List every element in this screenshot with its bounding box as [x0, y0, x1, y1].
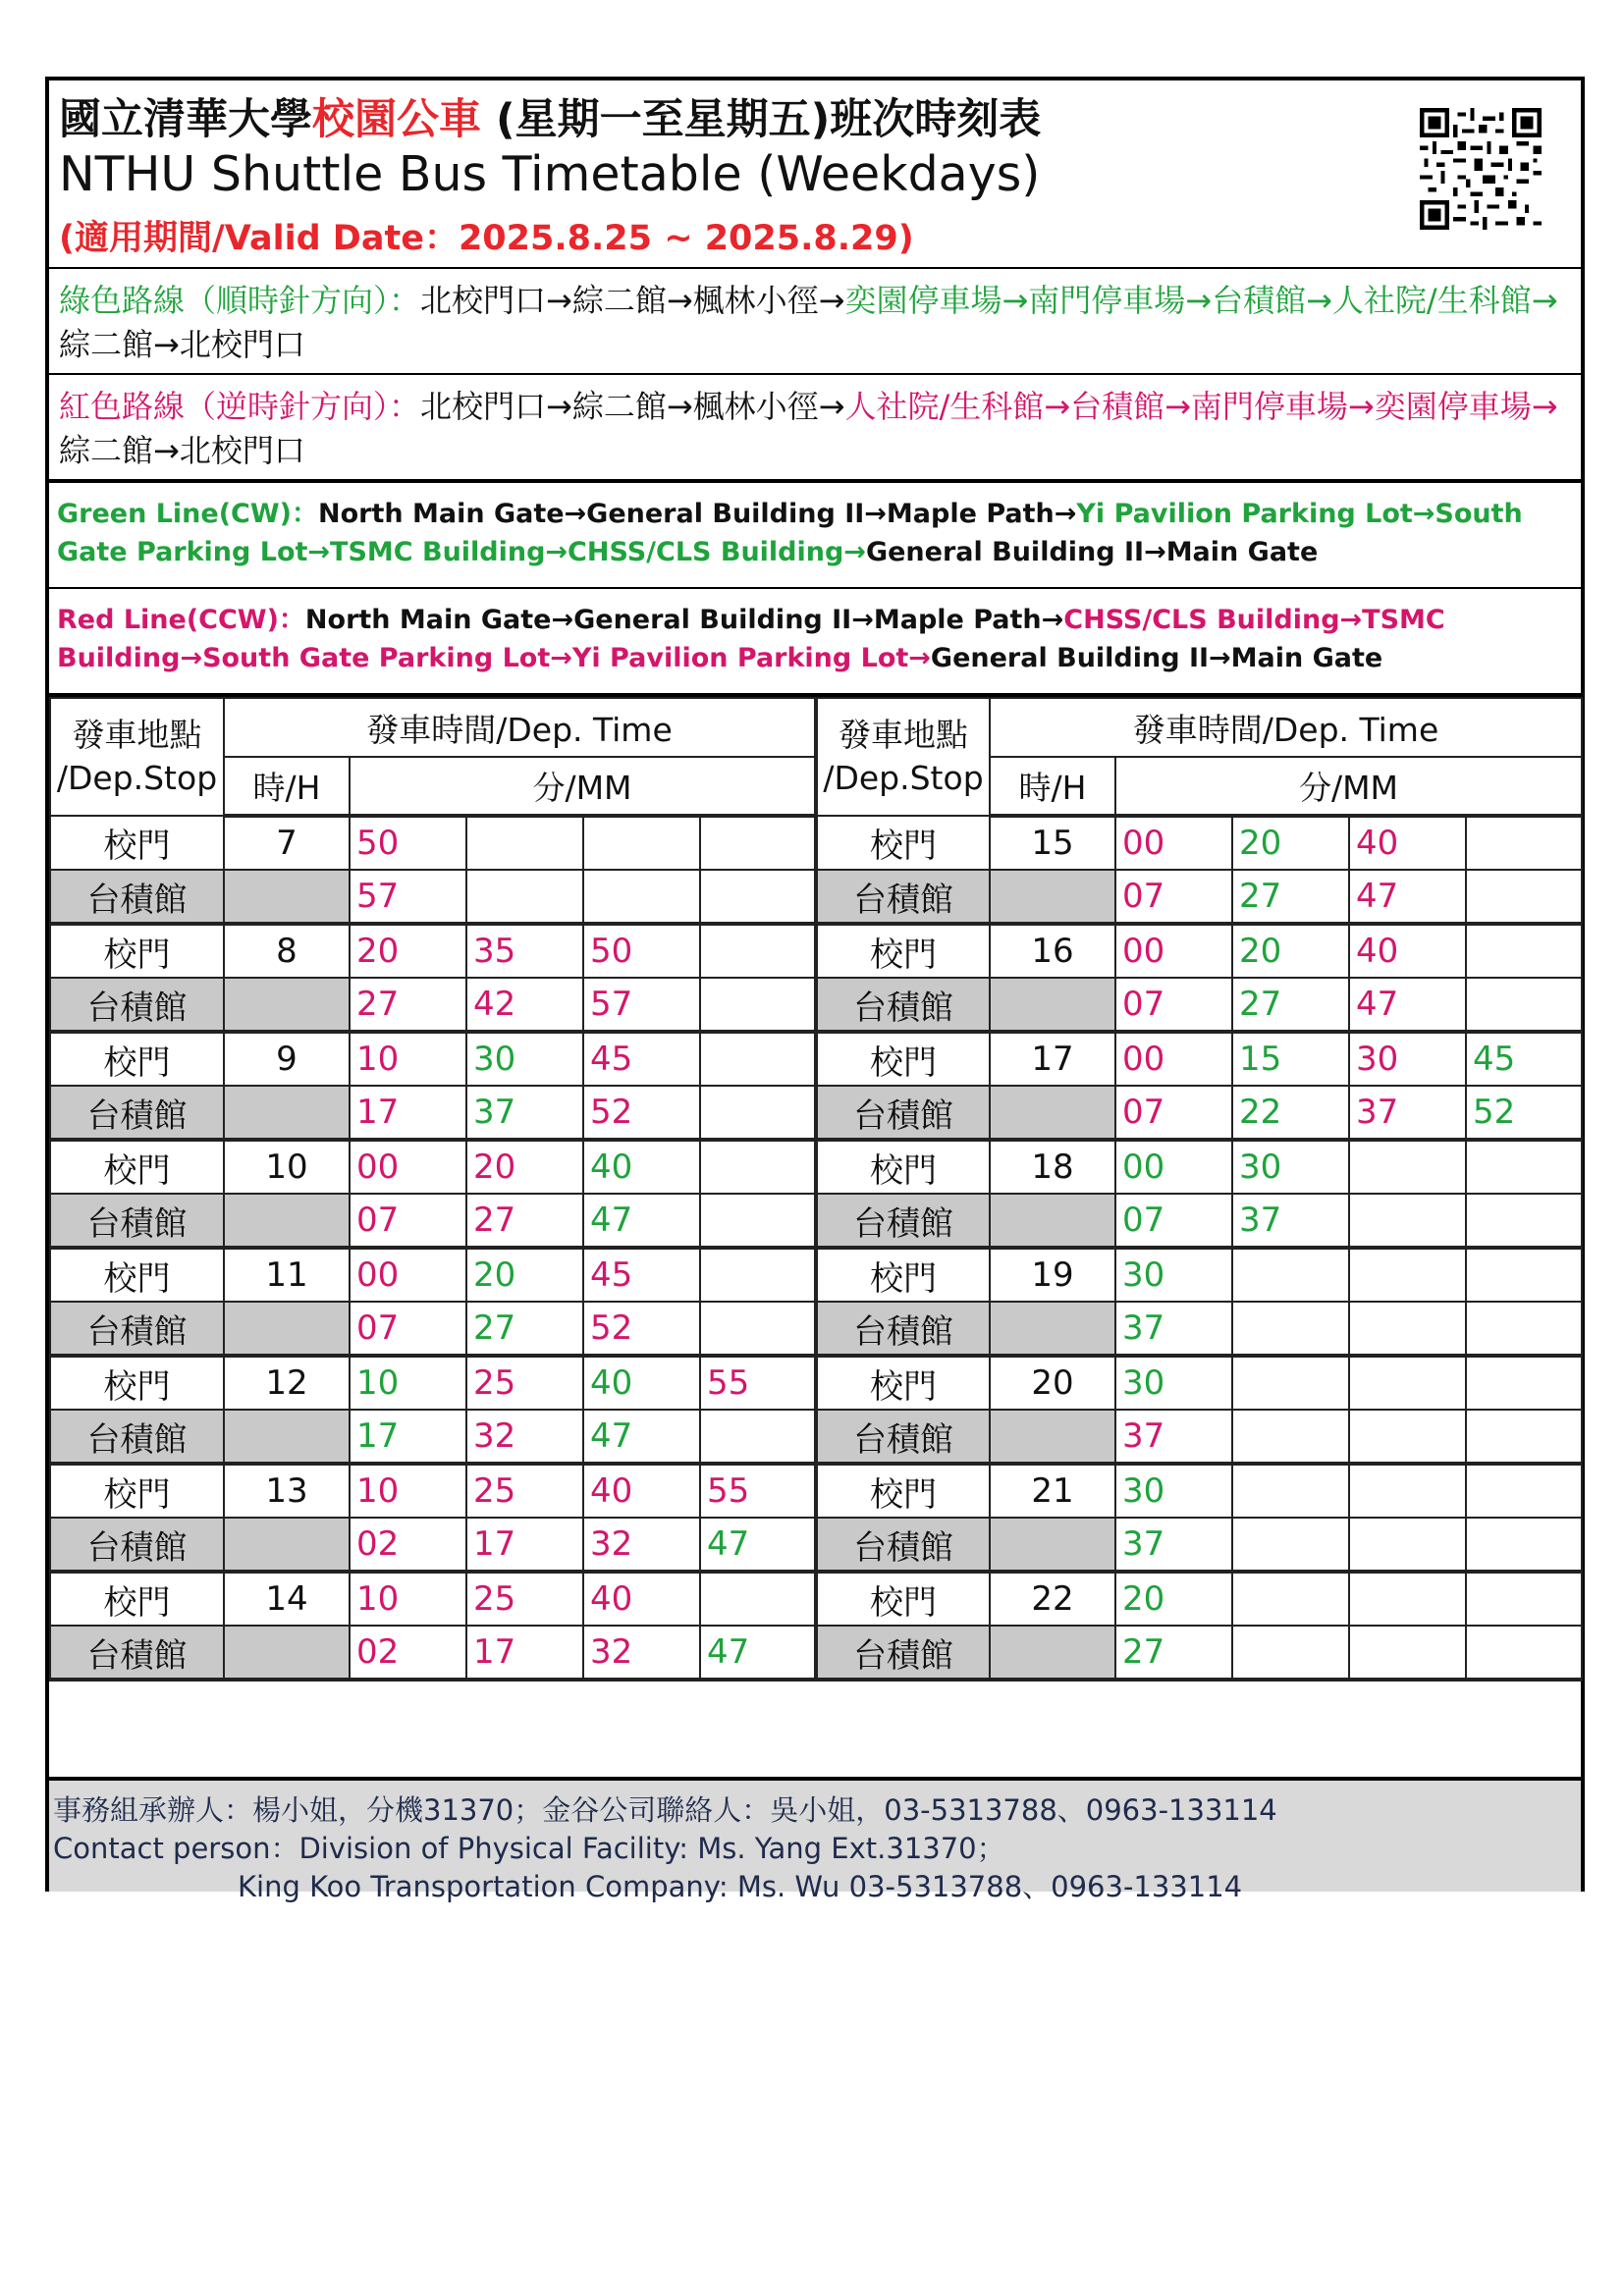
minute-cell: 07 [1115, 1086, 1232, 1140]
minute-cell [700, 870, 816, 924]
minute-cell [1349, 1572, 1466, 1626]
minute-cell [1349, 1464, 1466, 1518]
route-segment-common: North Main Gate→General Building II→Maple Path→ [318, 499, 1077, 529]
hour-cell: 19 [990, 1248, 1115, 1302]
stop-header-zh: 發車地點 [839, 716, 968, 754]
minute-cell [1466, 1410, 1582, 1464]
minute-cell: 27 [350, 978, 466, 1032]
minute-cell: 20 [466, 1140, 583, 1194]
route-name: 綠色路線（順時針方向）： [59, 282, 421, 319]
minute-cell [1232, 1248, 1349, 1302]
hour-cell: 17 [990, 1032, 1115, 1086]
tsmc-row [50, 1626, 1582, 1680]
route-segment-common: General Building II→Main Gate [865, 537, 1319, 567]
minute-cell: 07 [350, 1194, 466, 1248]
minute-cell: 30 [1232, 1140, 1349, 1194]
stop-tsmc: 台積館 [816, 1410, 990, 1464]
minute-cell: 45 [583, 1032, 700, 1086]
hour-cell [990, 1410, 1115, 1464]
qr-code-icon[interactable] [1420, 108, 1542, 230]
minute-cell [1466, 924, 1582, 978]
minute-cell: 52 [1466, 1086, 1582, 1140]
route-segment-colored: Yi Pavilion Parking Lot→South Gate Parking Lot→TSMC Building→CHSS/CLS Building→ [57, 499, 1523, 567]
stop-gate: 校門 [50, 1572, 224, 1626]
minute-cell [1349, 1248, 1466, 1302]
minute-cell [1466, 1302, 1582, 1356]
minute-cell [1349, 1302, 1466, 1356]
hour-cell [990, 870, 1115, 924]
hour-cell [224, 1626, 350, 1680]
stop-gate: 校門 [816, 1464, 990, 1518]
hour-cell: 11 [224, 1248, 350, 1302]
route-name: Green Line(CW)： [57, 499, 318, 529]
minute-cell [1232, 1410, 1349, 1464]
contact-zh: 事務組承辦人：楊小姐，分機31370；金谷公司聯絡人：吳小姐，03-5313788、0963-133114 [53, 1793, 1277, 1827]
minute-cell [1349, 1626, 1466, 1680]
minute-cell: 02 [350, 1518, 466, 1572]
route-name: Red Line(CCW)： [57, 605, 305, 635]
hour-cell: 16 [990, 924, 1115, 978]
minute-cell [1466, 1140, 1582, 1194]
stop-gate: 校門 [50, 1140, 224, 1194]
minute-cell: 27 [1115, 1626, 1232, 1680]
minute-cell: 17 [350, 1086, 466, 1140]
hour-cell [990, 1518, 1115, 1572]
route-red-en [49, 589, 1581, 697]
stop-tsmc: 台積館 [816, 978, 990, 1032]
minute-cell: 30 [1115, 1248, 1232, 1302]
minute-cell: 37 [1349, 1086, 1466, 1140]
minute-cell: 17 [350, 1410, 466, 1464]
minute-cell [1466, 1518, 1582, 1572]
hour-cell: 21 [990, 1464, 1115, 1518]
route-green-en [49, 483, 1581, 589]
minute-cell: 47 [583, 1410, 700, 1464]
minute-cell: 37 [1115, 1518, 1232, 1572]
tsmc-row [50, 870, 1582, 924]
hour-cell [990, 1626, 1115, 1680]
minute-cell: 00 [1115, 1140, 1232, 1194]
hour-cell [990, 1302, 1115, 1356]
stop-tsmc: 台積館 [816, 1194, 990, 1248]
route-segment-common: North Main Gate→General Building II→Maple Path→ [304, 605, 1064, 635]
minute-cell: 32 [583, 1626, 700, 1680]
contact-en-line1: Contact person：Division of Physical Facility: Ms. Yang Ext.31370； [53, 1832, 1005, 1865]
hour-header-right: 時/H [990, 757, 1115, 816]
minute-cell: 25 [466, 1464, 583, 1518]
stop-gate: 校門 [50, 1248, 224, 1302]
hour-cell [990, 1194, 1115, 1248]
hour-cell: 10 [224, 1140, 350, 1194]
hour-cell [224, 1518, 350, 1572]
hour-header-left: 時/H [224, 757, 350, 816]
title-en: NTHU Shuttle Bus Timetable (Weekdays) [59, 146, 1041, 202]
title-zh-highlight: 校園公車 [312, 95, 481, 144]
minute-cell [700, 1140, 816, 1194]
minute-cell [1466, 870, 1582, 924]
tsmc-row [50, 1410, 1582, 1464]
minute-cell: 02 [350, 1626, 466, 1680]
route-segment-common: 北校門口→綜二館→楓林小徑→ [420, 388, 845, 425]
minute-cell: 50 [350, 816, 466, 870]
minute-cell [700, 1572, 816, 1626]
minute-cell: 27 [466, 1194, 583, 1248]
hour-cell [990, 978, 1115, 1032]
valid-date: (適用期間/Valid Date：2025.8.25 ~ 2025.8.29) [59, 219, 914, 258]
stop-gate: 校門 [816, 1032, 990, 1086]
minute-cell [1349, 1140, 1466, 1194]
minute-cell: 17 [466, 1518, 583, 1572]
minute-cell [466, 870, 583, 924]
gate-row [50, 1572, 1582, 1626]
minute-cell: 00 [350, 1248, 466, 1302]
minute-cell: 15 [1232, 1032, 1349, 1086]
minute-cell: 40 [583, 1572, 700, 1626]
minute-cell: 40 [1349, 816, 1466, 870]
minute-cell: 22 [1232, 1086, 1349, 1140]
hour-cell: 14 [224, 1572, 350, 1626]
tsmc-row [50, 1518, 1582, 1572]
dep-time-header-left: 發車時間/Dep. Time [224, 698, 816, 757]
minute-cell: 32 [583, 1518, 700, 1572]
minute-cell [1466, 1626, 1582, 1680]
hour-cell [224, 870, 350, 924]
minute-cell: 30 [1115, 1356, 1232, 1410]
stop-gate: 校門 [816, 1572, 990, 1626]
hour-cell: 13 [224, 1464, 350, 1518]
minute-cell: 07 [1115, 1194, 1232, 1248]
minute-cell [1232, 1518, 1349, 1572]
route-red-zh [49, 375, 1581, 483]
gate-row [50, 1032, 1582, 1086]
minute-cell: 47 [700, 1518, 816, 1572]
minute-header-right: 分/MM [1115, 757, 1582, 816]
route-segment-colored: CHSS/CLS Building→TSMC Building→South Gate Parking Lot→Yi Pavilion Parking Lot→ [57, 605, 1445, 673]
minute-cell: 17 [466, 1626, 583, 1680]
minute-cell: 27 [466, 1302, 583, 1356]
tsmc-row [50, 1302, 1582, 1356]
minute-cell: 10 [350, 1032, 466, 1086]
minute-cell: 37 [1115, 1410, 1232, 1464]
tsmc-row [50, 1086, 1582, 1140]
title-zh-part2: (星期一至星期五)班次時刻表 [481, 95, 1042, 144]
minute-cell [466, 816, 583, 870]
minute-cell: 40 [1349, 924, 1466, 978]
minute-cell [1466, 1356, 1582, 1410]
hour-cell [224, 1086, 350, 1140]
minute-cell: 32 [466, 1410, 583, 1464]
stop-tsmc: 台積館 [816, 870, 990, 924]
route-segment-common: 綜二館→北校門口 [59, 432, 305, 469]
dep-time-header-right: 發車時間/Dep. Time [990, 698, 1582, 757]
stop-tsmc: 台積館 [50, 870, 224, 924]
minute-cell: 47 [1349, 978, 1466, 1032]
minute-cell: 50 [583, 924, 700, 978]
minute-cell: 37 [466, 1086, 583, 1140]
minute-cell: 40 [583, 1464, 700, 1518]
minute-cell: 55 [700, 1356, 816, 1410]
minute-cell [700, 924, 816, 978]
stop-header-left [50, 698, 224, 816]
title-zh-part1: 國立清華大學 [59, 95, 312, 144]
minute-cell: 00 [1115, 1032, 1232, 1086]
hour-cell: 18 [990, 1140, 1115, 1194]
minute-cell: 27 [1232, 870, 1349, 924]
minute-cell: 20 [1232, 816, 1349, 870]
stop-tsmc: 台積館 [816, 1626, 990, 1680]
minute-cell: 07 [1115, 870, 1232, 924]
minute-cell [1466, 1464, 1582, 1518]
minute-cell [1349, 1356, 1466, 1410]
footer-contact [49, 1777, 1581, 1903]
minute-cell: 45 [1466, 1032, 1582, 1086]
stop-gate: 校門 [50, 924, 224, 978]
minute-cell [700, 1410, 816, 1464]
tsmc-row [50, 978, 1582, 1032]
gate-row [50, 1464, 1582, 1518]
minute-cell: 35 [466, 924, 583, 978]
minute-cell: 55 [700, 1464, 816, 1518]
minute-cell [700, 1086, 816, 1140]
stop-tsmc: 台積館 [50, 1302, 224, 1356]
minute-cell [1466, 1248, 1582, 1302]
stop-gate: 校門 [816, 924, 990, 978]
stop-tsmc: 台積館 [50, 1410, 224, 1464]
stop-gate: 校門 [816, 1356, 990, 1410]
minute-cell: 40 [583, 1356, 700, 1410]
stop-gate: 校門 [50, 1032, 224, 1086]
stop-tsmc: 台積館 [50, 1626, 224, 1680]
stop-header-zh: 發車地點 [72, 716, 202, 754]
minute-cell: 07 [1115, 978, 1232, 1032]
hour-cell: 22 [990, 1572, 1115, 1626]
minute-cell [1466, 816, 1582, 870]
stop-gate: 校門 [50, 816, 224, 870]
minute-cell: 20 [1232, 924, 1349, 978]
route-segment-colored: 人社院/生科館→台積館→南門停車場→奕園停車場→ [844, 388, 1558, 425]
stop-gate: 校門 [816, 1248, 990, 1302]
minute-cell: 45 [583, 1248, 700, 1302]
stop-tsmc: 台積館 [50, 1086, 224, 1140]
gate-row [50, 1248, 1582, 1302]
stop-header-right [816, 698, 990, 816]
hour-cell [224, 1194, 350, 1248]
minute-cell: 30 [466, 1032, 583, 1086]
contact-en-line2: King Koo Transportation Company: Ms. Wu 03-5313788、0963-133114 [238, 1870, 1243, 1903]
minute-cell: 20 [466, 1248, 583, 1302]
stop-tsmc: 台積館 [50, 978, 224, 1032]
header [49, 80, 1581, 269]
minute-cell [1232, 1626, 1349, 1680]
gate-row [50, 1140, 1582, 1194]
route-green-zh [49, 269, 1581, 375]
minute-cell [700, 1248, 816, 1302]
tsmc-row [50, 1194, 1582, 1248]
minute-cell [1349, 1410, 1466, 1464]
minute-cell: 52 [583, 1302, 700, 1356]
minute-cell: 10 [350, 1356, 466, 1410]
timetable-sheet [45, 77, 1585, 1903]
minute-cell [1349, 1194, 1466, 1248]
minute-cell [1232, 1464, 1349, 1518]
minute-cell: 00 [1115, 816, 1232, 870]
stop-header-en: /Dep.Stop [823, 759, 984, 797]
minute-cell: 40 [583, 1140, 700, 1194]
hour-cell: 20 [990, 1356, 1115, 1410]
stop-header-en: /Dep.Stop [56, 759, 218, 797]
stop-tsmc: 台積館 [816, 1086, 990, 1140]
stop-tsmc: 台積館 [50, 1518, 224, 1572]
hour-cell: 15 [990, 816, 1115, 870]
gate-row [50, 816, 1582, 870]
hour-cell [224, 978, 350, 1032]
minute-cell [1232, 1572, 1349, 1626]
minute-cell: 30 [1349, 1032, 1466, 1086]
minute-cell: 00 [1115, 924, 1232, 978]
minute-cell: 47 [583, 1194, 700, 1248]
minute-cell: 52 [583, 1086, 700, 1140]
minute-cell: 27 [1232, 978, 1349, 1032]
hour-cell [990, 1086, 1115, 1140]
minute-cell [583, 816, 700, 870]
route-segment-common: 綜二館→北校門口 [59, 326, 305, 363]
minute-header-left: 分/MM [350, 757, 816, 816]
stop-gate: 校門 [816, 816, 990, 870]
hour-cell: 9 [224, 1032, 350, 1086]
hour-cell: 8 [224, 924, 350, 978]
minute-cell: 00 [350, 1140, 466, 1194]
route-segment-common: 北校門口→綜二館→楓林小徑→ [420, 282, 845, 319]
hour-cell [224, 1410, 350, 1464]
minute-cell [1232, 1356, 1349, 1410]
minute-cell [700, 816, 816, 870]
minute-cell: 25 [466, 1572, 583, 1626]
timetable [49, 697, 1583, 1682]
stop-gate: 校門 [50, 1464, 224, 1518]
minute-cell [1466, 1572, 1582, 1626]
route-name: 紅色路線（逆時針方向）： [59, 388, 421, 425]
minute-cell [700, 978, 816, 1032]
minute-cell: 57 [350, 870, 466, 924]
minute-cell: 20 [1115, 1572, 1232, 1626]
minute-cell [700, 1032, 816, 1086]
stop-tsmc: 台積館 [816, 1302, 990, 1356]
minute-cell: 37 [1115, 1302, 1232, 1356]
stop-gate: 校門 [50, 1356, 224, 1410]
gate-row [50, 924, 1582, 978]
minute-cell: 10 [350, 1464, 466, 1518]
minute-cell: 30 [1115, 1464, 1232, 1518]
hour-cell [224, 1302, 350, 1356]
minute-cell [1466, 978, 1582, 1032]
minute-cell: 57 [583, 978, 700, 1032]
minute-cell: 25 [466, 1356, 583, 1410]
minute-cell: 37 [1232, 1194, 1349, 1248]
minute-cell [700, 1194, 816, 1248]
minute-cell [700, 1302, 816, 1356]
route-segment-common: General Building II→Main Gate [930, 643, 1383, 673]
hour-cell: 12 [224, 1356, 350, 1410]
minute-cell: 47 [1349, 870, 1466, 924]
minute-cell: 10 [350, 1572, 466, 1626]
stop-tsmc: 台積館 [50, 1194, 224, 1248]
stop-gate: 校門 [816, 1140, 990, 1194]
minute-cell [1232, 1302, 1349, 1356]
minute-cell [1466, 1194, 1582, 1248]
route-segment-colored: 奕園停車場→南門停車場→台積館→人社院/生科館→ [844, 282, 1558, 319]
gate-row [50, 1356, 1582, 1410]
minute-cell [1349, 1518, 1466, 1572]
minute-cell [583, 870, 700, 924]
minute-cell: 42 [466, 978, 583, 1032]
minute-cell: 47 [700, 1626, 816, 1680]
minute-cell: 07 [350, 1302, 466, 1356]
hour-cell: 7 [224, 816, 350, 870]
minute-cell: 20 [350, 924, 466, 978]
stop-tsmc: 台積館 [816, 1518, 990, 1572]
title-zh [59, 86, 1041, 146]
